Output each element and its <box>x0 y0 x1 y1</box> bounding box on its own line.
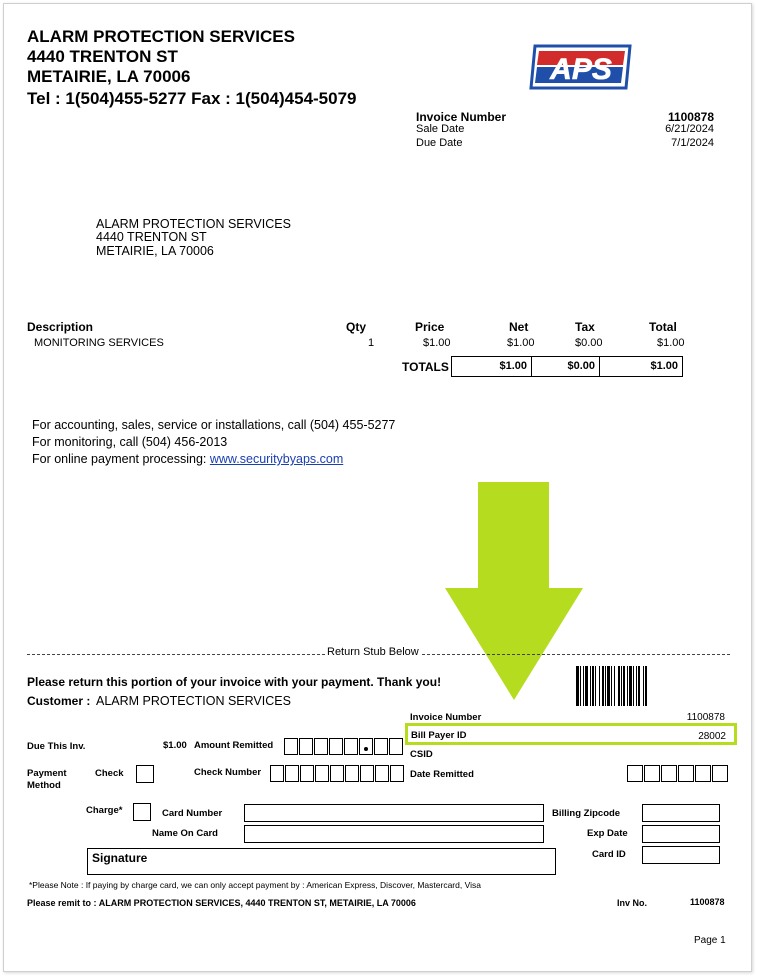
company-name: ALARM PROTECTION SERVICES <box>27 27 295 46</box>
exp-date-input[interactable] <box>642 825 720 843</box>
row-qty: 1 <box>368 337 375 349</box>
col-tax: Tax <box>575 320 595 334</box>
invoice-number: 1100878 <box>667 110 714 124</box>
company-city: METAIRIE, LA 70006 <box>27 67 191 86</box>
check-checkbox[interactable] <box>136 765 154 783</box>
col-qty: Qty <box>346 320 367 334</box>
company-phone: Tel : 1(504)455-5277 Fax : 1(504)454-5079 <box>27 89 357 108</box>
exp-date-label: Exp Date <box>587 828 628 839</box>
page-number: Page 1 <box>694 935 726 946</box>
signature-field[interactable] <box>87 848 556 875</box>
barcode-bar <box>647 666 648 706</box>
sale-date: 6/21/2024 <box>665 123 714 135</box>
date-remitted-label: Date Remitted <box>410 769 474 780</box>
due-this-inv-label: Due This Inv. <box>27 741 86 752</box>
name-on-card-label: Name On Card <box>152 828 218 839</box>
date-remitted-month[interactable] <box>627 765 661 782</box>
remit-to: Please remit to : ALARM PROTECTION SERVICES, 4440 TRENTON ST, METAIRIE, LA 70006 <box>27 898 416 908</box>
card-number-input[interactable] <box>244 804 544 822</box>
stub-invoice-number-label: Invoice Number <box>410 712 482 723</box>
down-arrow-icon <box>444 482 584 705</box>
bill-payer-label: Bill Payer ID <box>411 730 467 741</box>
charge-checkbox[interactable] <box>133 803 151 821</box>
contact-line-2: For monitoring, call (504) 456-2013 <box>32 435 228 449</box>
date-remitted-day[interactable] <box>661 765 695 782</box>
card-id-input[interactable] <box>642 846 720 864</box>
contact-line-3 <box>32 452 343 466</box>
billto-city: METAIRIE, LA 70006 <box>96 244 214 258</box>
totals-label: TOTALS <box>402 360 449 374</box>
company-street: 4440 TRENTON ST <box>27 47 178 66</box>
date-remitted-year[interactable] <box>695 765 729 782</box>
col-price: Price <box>415 320 445 334</box>
col-description: Description <box>27 320 94 334</box>
contact-line-3-prefix: For online payment processing: <box>32 452 210 466</box>
totals-net: $1.00 <box>451 356 532 377</box>
row-total: $1.00 <box>657 337 685 349</box>
col-net: Net <box>509 320 529 334</box>
name-on-card-input[interactable] <box>244 825 544 843</box>
row-net: $1.00 <box>507 337 535 349</box>
row-description: MONITORING SERVICES <box>34 337 164 349</box>
due-date: 7/1/2024 <box>671 137 714 149</box>
check-number-label: Check Number <box>194 767 262 778</box>
invoice-number-label: Invoice Number <box>416 110 507 124</box>
company-logo <box>529 43 633 96</box>
sale-date-label: Sale Date <box>416 123 465 135</box>
card-number-label: Card Number <box>162 808 223 819</box>
charge-label: Charge* <box>86 805 123 816</box>
stub-instructions: Please return this portion of your invoice with your payment. Thank you! <box>27 675 442 689</box>
customer-label: Customer : <box>27 694 91 708</box>
customer-name: ALARM PROTECTION SERVICES <box>96 694 291 708</box>
barcode <box>576 666 726 706</box>
csid-label: CSID <box>410 749 433 760</box>
totals-total: $1.00 <box>599 356 683 377</box>
stub-divider-label: Return Stub Below <box>327 646 419 658</box>
row-price: $1.00 <box>423 337 451 349</box>
amount-remitted-label: Amount Remitted <box>194 740 274 751</box>
card-id-label: Card ID <box>592 849 626 860</box>
contact-line-1: For accounting, sales, service or installations, call (504) 455-5277 <box>32 418 396 432</box>
signature-label: Signature <box>92 851 148 865</box>
inv-no: 1100878 <box>690 897 725 907</box>
col-total: Total <box>649 320 677 334</box>
billto-street: 4440 TRENTON ST <box>96 230 207 244</box>
card-note: *Please Note : If paying by charge card, we can only accept payment by : American Express, Discover, Mastercard, Visa <box>29 880 481 890</box>
totals-tax: $0.00 <box>531 356 600 377</box>
logo-text: APS <box>550 53 612 86</box>
payment-method-label: Payment Method <box>27 768 67 791</box>
due-date-label: Due Date <box>416 137 463 149</box>
row-tax: $0.00 <box>575 337 603 349</box>
stub-invoice-number: 1100878 <box>686 712 725 723</box>
due-amount: $1.00 <box>163 740 187 751</box>
billing-zip-label: Billing Zipcode <box>552 808 621 819</box>
check-label: Check <box>95 768 124 779</box>
decimal-point <box>359 738 373 755</box>
amount-remitted-field[interactable] <box>284 738 404 755</box>
bill-payer-id: 28002 <box>698 731 726 742</box>
billto-name: ALARM PROTECTION SERVICES <box>96 217 291 231</box>
billing-zip-input[interactable] <box>642 804 720 822</box>
check-number-field[interactable] <box>270 765 405 782</box>
website-link[interactable]: www.securitybyaps.com <box>209 452 344 466</box>
inv-no-label: Inv No. <box>617 898 648 908</box>
